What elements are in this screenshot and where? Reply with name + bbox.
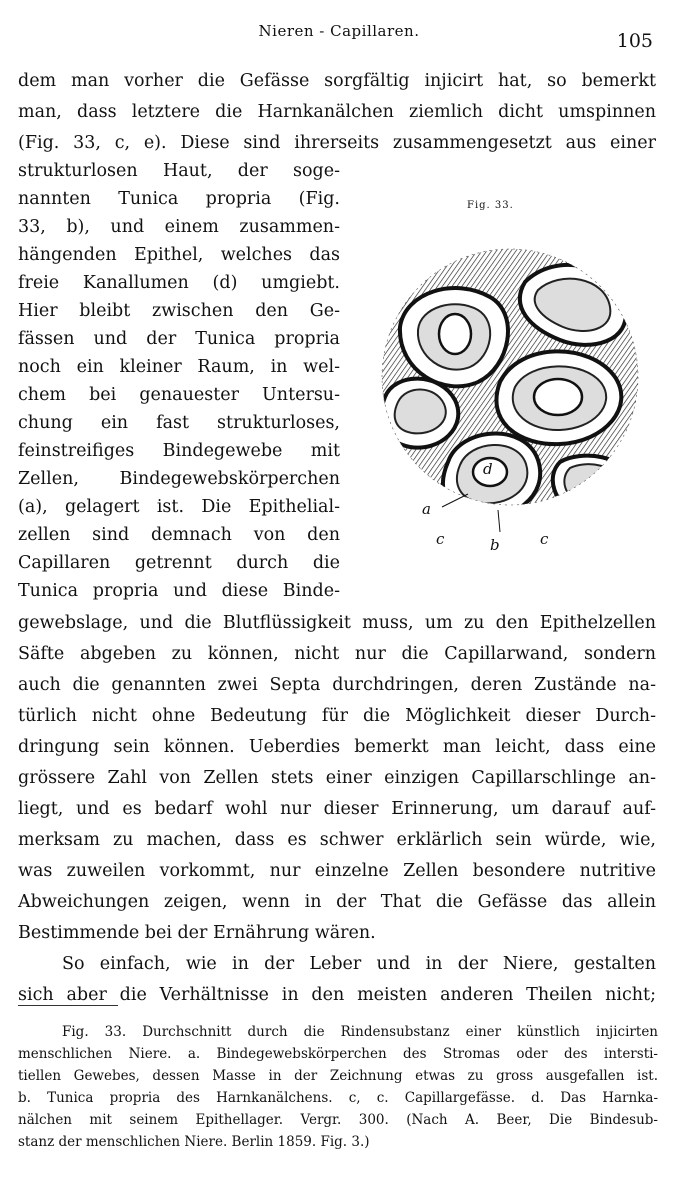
caption-line: Fig. 33. Durchschnitt durch die Rindensubstanz einer künstlich injicirten [62, 1024, 658, 1040]
caption-line: tiellen Gewebes, dessen Masse in der Zeichnung etwas zu gross ausgefallen ist. [18, 1068, 658, 1084]
body-line: türlich nicht ohne Bedeutung für die Möglichkeit dieser Durch- [18, 706, 656, 726]
body-line: Säfte abgeben zu können, nicht nur die Capillarwand, sondern [18, 644, 656, 664]
body-line: hängenden Epithel, welches das [18, 245, 340, 265]
body-line: fässen und der Tunica propria [18, 329, 340, 349]
body-line: Capillaren getrennt durch die [18, 553, 340, 573]
body-line: auch die genannten zwei Septa durchdringen, deren Zustände na- [18, 675, 656, 695]
body-line: (Fig. 33, c, e). Diese sind ihrerseits zusammengesetzt aus einer [18, 133, 656, 153]
figure-letter-a: a [422, 500, 431, 518]
body-line: nannten Tunica propria (Fig. [18, 189, 340, 209]
body-line: Hier bleibt zwischen den Ge- [18, 301, 340, 321]
body-line: zellen sind demnach von den [18, 525, 340, 545]
body-line: Tunica propria und diese Binde- [18, 581, 340, 601]
figure-letter-c: c [436, 530, 445, 548]
figure-letter-d: d [483, 460, 493, 478]
caption-line: menschlichen Niere. a. Bindegewebskörperchen des Stromas oder des intersti- [18, 1046, 658, 1062]
body-line: gewebslage, und die Blutflüssigkeit muss, um zu den Epithelzellen [18, 613, 656, 633]
body-line: dringung sein können. Ueberdies bemerkt man leicht, dass eine [18, 737, 656, 757]
body-line: freie Kanallumen (d) umgiebt. [18, 273, 340, 293]
body-line: chem bei genauester Untersu- [18, 385, 340, 405]
body-line: was zuweilen vorkommt, nur einzelne Zellen besondere nutritive [18, 861, 656, 881]
caption-line: stanz der menschlichen Niere. Berlin 1859. Fig. 3.) [18, 1134, 370, 1150]
running-header: Nieren - Capillaren. [258, 22, 420, 40]
body-line: liegt, und es bedarf wohl nur dieser Erinnerung, um darauf auf- [18, 799, 656, 819]
figure-letter-b: b [490, 536, 500, 554]
figure-label: Fig. 33. [467, 200, 514, 211]
body-line: noch ein kleiner Raum, in wel- [18, 357, 340, 377]
body-line: Zellen, Bindegewebskörperchen [18, 469, 340, 489]
body-line: dem man vorher die Gefässe sorgfältig injicirt hat, so bemerkt [18, 71, 656, 91]
body-line: strukturlosen Haut, der soge- [18, 161, 340, 181]
page-number: 105 [616, 30, 653, 52]
caption-line: nälchen mit seinem Epithellager. Vergr. 300. (Nach A. Beer, Die Bindesub- [18, 1112, 658, 1128]
body-line: merksam zu machen, dass es schwer erklärlich sein würde, wie, [18, 830, 656, 850]
body-line: (a), gelagert ist. Die Epithelial- [18, 497, 340, 517]
body-line: So einfach, wie in der Leber und in der Niere, gestalten [62, 954, 656, 974]
body-line: chung ein fast strukturloses, [18, 413, 340, 433]
kidney-cortex-illustration [360, 222, 660, 562]
body-line: Abweichungen zeigen, wenn in der That die Gefässe das allein [18, 892, 656, 912]
footnote-rule [18, 1005, 118, 1006]
body-line: grössere Zahl von Zellen stets einer einzigen Capillarschlinge an- [18, 768, 656, 788]
body-line: sich aber die Verhältnisse in den meisten anderen Theilen nicht; [18, 985, 656, 1005]
body-line: Bestimmende bei der Ernährung wären. [18, 923, 376, 943]
kidney-section-drawing [360, 222, 660, 562]
body-line: 33, b), und einem zusammen- [18, 217, 340, 237]
caption-line: b. Tunica propria des Harnkanälchens. c, c. Capillargefässe. d. Das Harnka- [18, 1090, 658, 1106]
figure-letter-c: c [540, 530, 549, 548]
body-line: man, dass letztere die Harnkanälchen ziemlich dicht umspinnen [18, 102, 656, 122]
body-line: feinstreifiges Bindegewebe mit [18, 441, 340, 461]
